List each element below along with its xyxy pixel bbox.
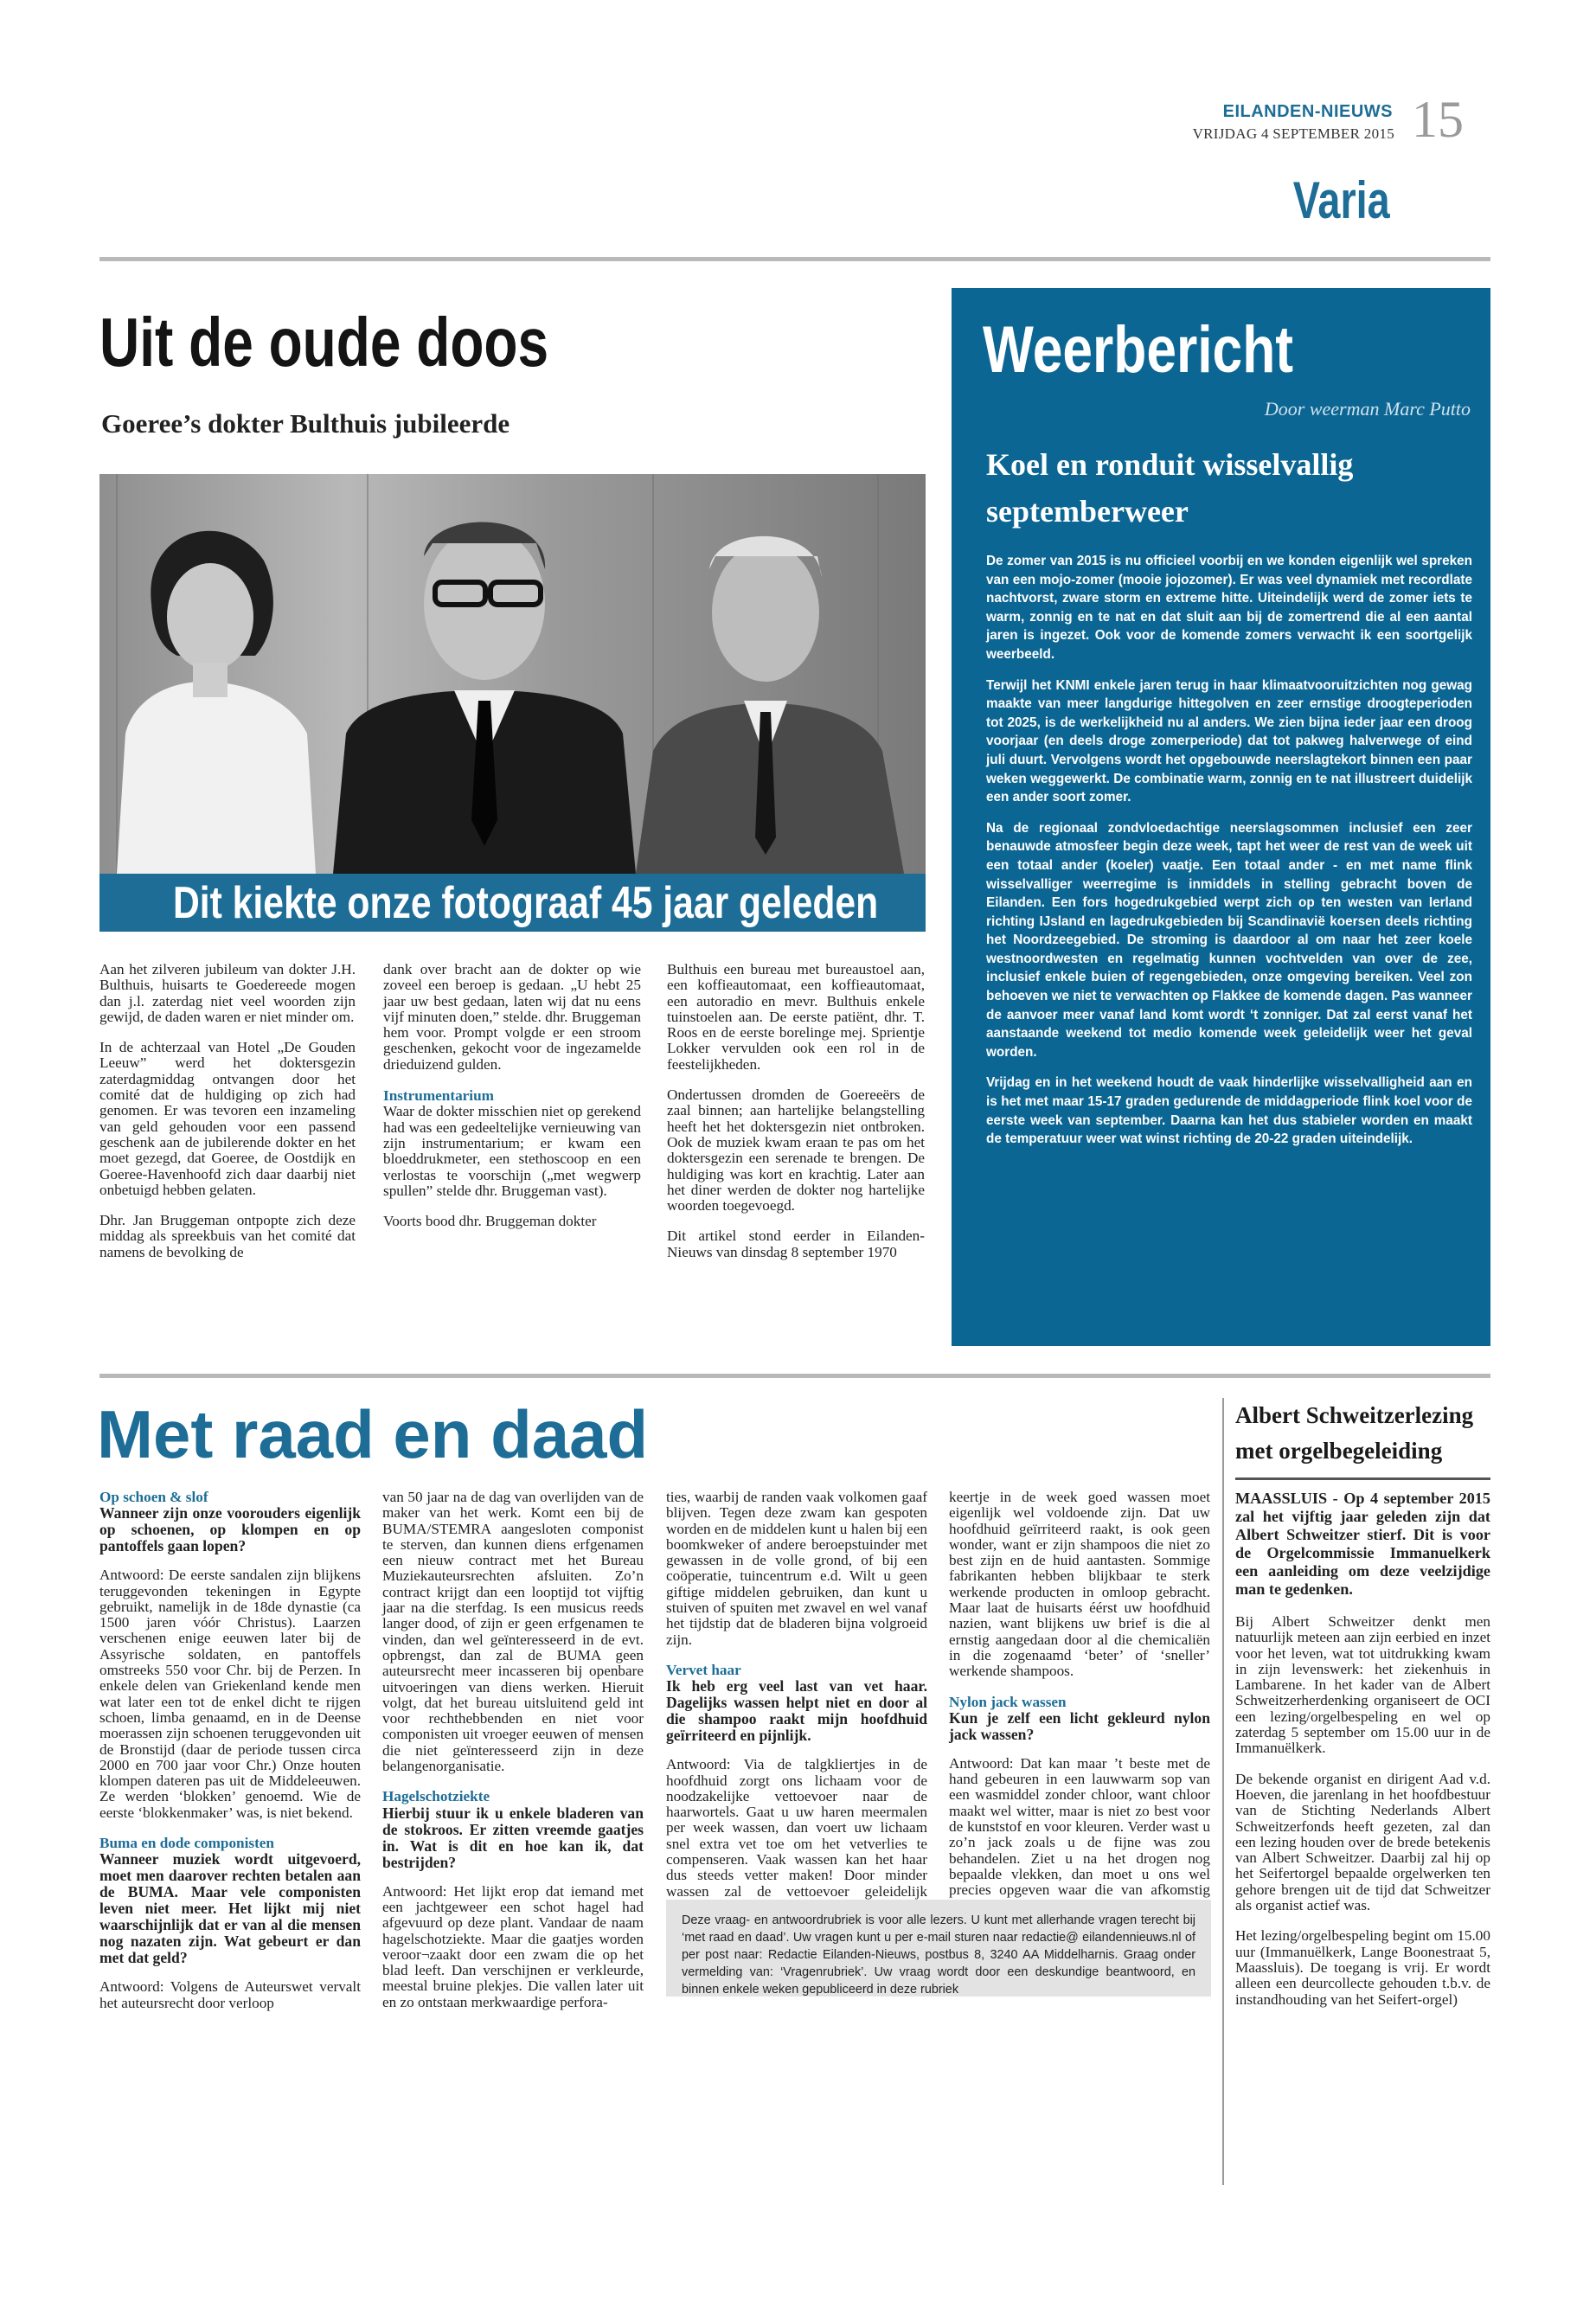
subheading: Buma en dode componisten <box>99 1835 274 1852</box>
schweitzer-divider <box>1235 1477 1490 1480</box>
subheading: Instrumentarium <box>383 1087 494 1105</box>
article-column-3 <box>667 962 925 1275</box>
weather-byline: Door weerman Marc Putto <box>1264 398 1471 420</box>
historic-photo <box>99 474 926 874</box>
answer: Antwoord: Het lijkt erop dat iemand met een jachtgeweer een schot hagel had afgevuurd op deze plant. Vandaar de naam hagelschotziekte. Maar die gaatjes worden veroor¬zaakt door een zwam die op het blad leeft. Dan verschijnen er verkleurde, meestal bruine plekjes. Die vallen later uit en zo ontstaan merkwaardige perfora- <box>382 1882 644 2010</box>
page-number: 15 <box>1412 91 1464 148</box>
notice-box: Deze vraag- en antwoordrubriek is voor alle lezers. U kunt met allerhande vragen terecht bij ‘met raad en daad’. Uw vragen kunt u per e-mail sturen naar redactie@ eilandennieuws.nl of per post naar: Redactie Eilanden-Nieuws, postbus 8, 3240 AA Middelharnis. Graag onder vermelding van: ‘Vragenrubriek’. Uw vraag wordt door een deskundige beantwoord, en binnen enkele weken gepubliceerd in deze rubriek <box>666 1900 1211 1997</box>
schweitzer-title: Albert Schweitzerlezing met orgelbegeleiding <box>1235 1402 1474 1464</box>
column-divider <box>1222 1398 1224 2185</box>
section-divider <box>99 1374 1490 1378</box>
weather-headline: Koel en ronduit wisselvallig septemberweer <box>986 447 1354 529</box>
paragraph: In de achterzaal van Hotel „De Gouden Leeuw” werd het doktersgezin zaterdagmiddag ontvangen door het comité dat de huldiging op zich had genomen. Er was tevoren een inzameling van geld gehouden voor een passend geschenk aan de jubilerende dokter en het moet gezegd, dat Goeree, de Oostdijk en Goeree-Havenhoofd zich daar daarbij niet onbetuigd hebben gelaten. <box>99 1039 356 1198</box>
masthead-logo: EILANDEN-NIEUWS <box>1222 102 1393 121</box>
weather-title: Weerbericht <box>983 313 1294 387</box>
question: Kun je zelf een licht gekleurd nylon jack wassen? <box>949 1708 1210 1743</box>
paragraph: Bulthuis een bureau met bureaustoel aan, een koffieautomaat, een koffieautomaat, een autoradio en mevr. Bulthuis enkele tuinstoelen aan. De eerste patiënt, dhr. T. Roos en de eerste borelinge mej. Sprientje Lokker vervulden ook een rol in de feestelijkheden. <box>667 961 925 1073</box>
weather-paragraph: De zomer van 2015 is nu officieel voorbij en we konden eigenlijk wel spreken van een mojo-zomer (mooie jojozomer). Er was veel dynamiek met recordlate nachtvorst, zware storm en extreme hitte. Uiteindelijk werd de zomer iets te warm, zonnig en te nat en dat sluit aan bij de zomertrend die al een aantal jaren is ingezet. Ook voor de komende zomers verwacht ik een soortgelijk weerbeeld. <box>986 554 1472 662</box>
subheading: Vervet haar <box>666 1661 741 1678</box>
question: Wanneer muziek wordt uitgevoerd, moet men daarover rechten betalen aan de BUMA. Maar vele componisten leven niet meer. Het lijkt mij niet waarschijnlijk dat er van al die mensen nog nazaten zijn. Wat gebeurt er dan met dat geld? <box>99 1850 361 1967</box>
subheading: Hagelschotziekte <box>382 1788 490 1805</box>
paragraph: Bij Albert Schweitzer denkt men natuurlijk meteen aan zijn eerbied en inzet voor het leven, wat tot uitdrukking kwam in zijn levenswerk: het ziekenhuis in Lambarene. In het kader van de Albert Schweitzerherdenking organiseert de OCI een lezing/orgelbespeling en wel op zaterdag 5 september om 15.00 uur in de Immanuëlkerk. <box>1235 1613 1490 1757</box>
paragraph: De bekende organist en dirigent Aad v.d. Hoeven, die jarenlang in het hoofdbestuur van de Stichting Nederlands Albert Schweitzerfonds heeft gezeten, zal dan een lezing houden over de brede betekenis van Albert Schweitzer. Daarbij zal hij op het Seifertorgel bepaalde orgelwerken ten gehore brengen uit de tijd dat Schweitzer als organist actief was. <box>1235 1770 1490 1914</box>
paragraph: Voorts bood dhr. Bruggeman dokter <box>383 1213 597 1230</box>
photo-caption: Dit kiekte onze fotograaf 45 jaar geleden <box>173 878 879 928</box>
answer: Antwoord: Via de talgkliertjes in de hoofdhuid zorgt ons lichaam voor de noodzakelijke vettoevoer naar de haarwortels. Gaat u uw haren meermalen per week wassen, dan voert uw lichaam snel extra vet toe om het vetverlies te compenseren. Vaak wassen kan het haar dus steeds vetter maken! Door minder wassen zal de vettoevoer geleidelijk <box>666 1756 927 1900</box>
weather-paragraph: Vrijdag en in het weekend houdt de vaak hinderlijke wisselvalligheid aan en is het met maar 15-17 graden gedurende de middagperiode flink koel voor de eerste week van september. Daarna kan het dus stabieler worden en maakt de temperatuur weer wat winst richting de 20-22 graden uiteindelijk. <box>986 1075 1472 1147</box>
paragraph: Dhr. Jan Bruggeman ontpopte zich deze middag als spreekbuis van het comité dat namens de bevolking de <box>99 1212 356 1260</box>
raad-column-4 <box>949 1490 1210 1929</box>
question: Ik heb erg veel last van vet haar. Dagelijks wassen helpt niet en door al die shampoo raakt mijn hoofdhuid geïrriteerd en pijnlijk. <box>666 1677 927 1745</box>
article-subtitle: Goeree’s dokter Bulthuis jubileerde <box>101 408 510 439</box>
paragraph: Waar de dokter misschien niet op gerekend had was een gedeeltelijke vernieuwing van zijn instrumentarium; er kwam een bloeddrukmeter, een stethoscoop en een verlostas te voorschijn („met wegwerp spullen” stelde dhr. Bruggeman vast). <box>383 1103 641 1199</box>
raad-column-2 <box>382 1490 644 2025</box>
paragraph: Ondertussen dromden de Goereeërs de zaal binnen; aan hartelijke belangstelling heeft het het doktersgezin niet ontbroken. Ook de muziek kwam eraan te pas om het doktersgezin een serenade te brengen. De huldiging was kort en krachtig. Later aan het diner werden de dokter nog hartelijke woorden toegevoegd. <box>667 1086 925 1215</box>
question: Hierbij stuur ik u enkele bladeren van de stokroos. Er zitten vreemde gaatjes in. Wat is dit en hoe kan ik, dat bestrijden? <box>382 1804 644 1871</box>
photo-illustration <box>99 474 926 874</box>
paragraph: Dit artikel stond eerder in Eilanden-Nieuws van dinsdag 8 september 1970 <box>667 1227 925 1260</box>
answer: ties, waarbij de randen vaak volkomen gaaf blijven. Tegen deze zwam kan gespoten worden en de middelen kunt u halen bij een boomkweker of andere beroepstuinder met gewassen in de volle grond, of bij een coöperatie, tuincentrum e.d. Wilt u geen giftige middelen gebruiken, dan kunt u stuiven of spuiten met zwavel en wel vanaf het tijdstip dat de bladeren bijna volgroeid zijn. <box>666 1489 927 1648</box>
schweitzer-body <box>1235 1490 1490 2022</box>
answer: Antwoord: Volgens de Auteurswet vervalt het auteursrecht door verloop <box>99 1978 361 2011</box>
question: Wanneer zijn onze voorouders eigenlijk op schoenen, op klompen en op pantoffels gaan lopen? <box>99 1504 361 1555</box>
paragraph: Aan het zilveren jubileum van dokter J.H. Bulthuis, huisarts te Goedereede mogen dan j.l. zaterdag niet veel woorden zijn gewijd, de daden waren er niet minder om. <box>99 961 356 1025</box>
subheading: Nylon jack wassen <box>949 1693 1067 1710</box>
subheading: Op schoen & slof <box>99 1489 208 1505</box>
raad-column-3 <box>666 1490 927 1930</box>
article-column-2 <box>383 962 641 1244</box>
schweitzer-lead: MAASSLUIS - Op 4 september 2015 zal het vijftig jaar geleden zijn dat Albert Schweitzer stierf. Dit is voor de Orgelcommissie Immanuelkerk een aanleiding om deze veelzijdige man te gedenken. <box>1235 1490 1490 1598</box>
answer: Antwoord: Dat kan maar ’t beste met de hand gebeuren in een lauwwarm sop van een wasmiddel zonder chloor, want chloor maakt wel witter, maar is niet zo best voor de kunststof en voor kleuren. Verder wast u zo’n jack zoals u de fijne was zou behandelen. Ziet u na het drogen nog bepaalde vlekken, dan moet u ons wel precies opgeven waar die van afkomstig <box>949 1754 1210 1899</box>
section-title: Varia <box>1292 171 1390 229</box>
weather-body <box>986 552 1472 1161</box>
answer: keertje in de week goed wassen moet eigenlijk wel voldoende zijn. Dat uw hoofdhuid geïrriteerd raakt, is ook geen wonder, want er zijn shampoos die niet zo best zijn en de huid aantasten. Sommige fabrikanten hebben blijkbaar te sterk werkende producten in omloop gebracht. Maar laat de huisarts éérst uw hoofdhuid nazien, want blijkens uw brief is die al ernstig aangedaan door al die chemicaliën in die zogenaamd ‘beter’ of ‘sneller’ werkende shampoos. <box>949 1489 1210 1680</box>
header-divider <box>99 257 1490 261</box>
raad-title: Met raad en daad <box>97 1396 649 1472</box>
issue-date: VRIJDAG 4 SEPTEMBER 2015 <box>1192 125 1394 142</box>
weather-paragraph: Terwijl het KNMI enkele jaren terug in haar klimaatvooruitzichten nog gewag maakte van meer langdurige hittegolven en zeer ernstige droogteperioden tot 2025, is de werkelijkheid nu al anders. We zien bijna ieder jaar een droog voorjaar (en deels droge zomerperiode) dat tot pakweg halverwege of eind juli duurt. Vervolgens wordt het opgebouwde neerslagtekort binnen een paar weken weggewerkt. De combinatie warm, zonnig en te nat illustreert duidelijk een ander soort zomer. <box>986 677 1472 805</box>
article-column-1 <box>99 962 356 1275</box>
raad-column-1 <box>99 1490 361 2026</box>
answer: Antwoord: De eerste sandalen zijn blijkens teruggevonden tekeningen in Egypte gebruikt, namelijk in de 18de dynastie (ca 1500 jaren vóór Christus). Laarzen verschenen enige eeuwen later bij de Assyrische soldaten, en pantoffels omstreeks 550 voor Chr. bij de Perzen. In enkele delen van Griekenland kende men wat later een tot de enkel dicht te rijgen schoen, limba genaamd, en in de Deense moerassen zijn schoenen teruggevonden uit de Bronstijd (daar de periode tussen circa 2000 en 700 jaar voor Chr.) Onze houten klompen dateren pas uit de Middeleeuwen. Ze werden ‘blokken’ genoemd. Wie de eerste ‘blokkenmaker’ was, is niet bekend. <box>99 1567 361 1821</box>
weather-paragraph: Na de regionaal zondvloedachtige neerslagsommen inclusief een zeer benauwde atmosfeer begin deze week, tapt het weer de rest van de week uit een totaal ander (koeler) vaatje. Een totaal ander - en met name flink wisselvalliger weerregime is inmiddels in stelling gebracht boven de Eilanden. Een fors hogedrukgebied werpt zich op ten westen van Ierland richting IJsland en lagedrukgebieden bij Scandinavië koersen deels richting het Noordzeegebied. De stroming is daardoor al om naar het zeer koele westnoordwesten en regelmatig kunnen vochtvelden van over de zee, inclusief enkele buien of regengebieden, onze omgeving bereiken. Veel zon behoeven we niet te verwachten op Flakkee de komende dagen. Pas wanneer de aanvoer meer vanaf land komt wordt ‘t zonniger. Dat zal eerst vanaf het aanstaande weekend tot medio komende week geleidelijk weer het geval worden. <box>986 820 1472 1060</box>
paragraph: Het lezing/orgelbespeling begint om 15.00 uur (Immanuëlkerk, Lange Boonestraat 5, Maassluis). De toegang is vrij. Er wordt alleen een deurcollecte gehouden t.b.v. de instandhouding van het Seifert-orgel) <box>1235 1927 1490 2008</box>
answer: van 50 jaar na de dag van overlijden van de maker van het werk. Komt een bij de BUMA/STEMRA aangesloten componist te sterven, dan kunnen diens erfgenamen een nieuw contract met het Bureau Muziekauteursrechten afsluiten. Zo’n contract krijgt dan een looptijd tot vijftig jaar na die sterfdag. Is een musicus reeds langer dood, of zijn er geen erfgenamen te vinden, dan wel geïnteresseerd in de evt. opbrengst, dan zal de BUMA geen auteursrecht meer incasseren bij openbare uitvoeringen van diens werken. Hieruit volgt, dat het bureau uitsluitend geld int voor rechthebbenden en niet voor componisten uit vroeger eeuwen of mensen die niet geïnteresseerd zijn in deze belangenorganisatie. <box>382 1489 644 1775</box>
paragraph: dank over bracht aan de dokter op wie zoveel een beroep is gedaan. „U hebt 25 jaar uw best gedaan, laten wij dat nu eens vijf minuten doen,” stelde. dhr. Bruggeman hem voor. Prompt volgde er een stroom geschenken, gekocht voor de ingezamelde drieduizend gulden. <box>383 961 641 1073</box>
article-title: Uit de oude doos <box>99 304 549 381</box>
